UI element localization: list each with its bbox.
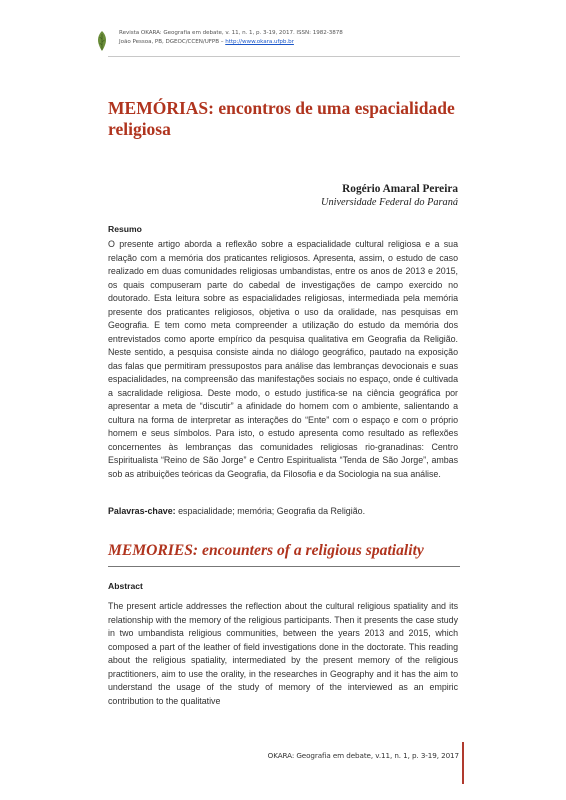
author-affiliation: Universidade Federal do Paraná: [321, 197, 458, 208]
footer-accent-bar: [462, 742, 464, 784]
journal-logo-icon: [95, 30, 109, 52]
resumo-text: O presente artigo aborda a reflexão sobre a espacialidade cultural religiosa e a sua relação com a memória dos praticantes religiosos. Apresenta, assim, o estudo de caso realizado em duas comunidades religiosas umbandistas, entre os anos de 2013 e 2015, os quais compuseram parte do cabedal de investigações de campo exercido no doutorado. Esta leitura sobre as espacialidades religiosas, intermediada pela memória presente dos praticantes religiosos, objetiva o uso da oralidade, nas pesquisas em Geografia. E tem como meta compreender a utilização do estudo da memória dos entrevistados como aporte empírico da pesquisa qualitativa em Geografia da Religião. Neste sentido, a pesquisa consiste ainda no diálogo geográfico, pautado na exposição das falas que permitiram pressupostos para análise das lembranças devocionais e suas espacialidades, na compreensão das manifestações sociais no espaço, onde é cultivada a sacralidade religiosa. Deste modo, o estudo justifica-se na ciência geográfica por apresentar a meta de “discutir” a afinidade do homem com o ambiente, salientando a cultura na forma de interpretar as interações do “Ente” com o espaço e com o próprio homem e seus símbolos. Para isto, o estudo apresenta como resultado as reflexões concernentes às lembranças das comunidades religiosas rio-granadinas: Centro Espiritualista “Reino de São Jorge” e Centro Espiritualista “Tenda de São Jorge”, ambas sob as atribuições teóricas da Geografia, da Filosofia e da Sociologia na sua análise.: [108, 239, 458, 479]
author-block: [321, 182, 458, 210]
keywords-value: espacialidade; memória; Geografia da Religião.: [175, 506, 366, 516]
article-title-pt: MEMÓRIAS: encontros de uma espacialidade religiosa: [108, 98, 455, 139]
title-en-divider: [108, 566, 460, 567]
journal-header: [119, 29, 343, 47]
abstract-heading: Abstract: [108, 581, 143, 591]
abstract-text: The present article addresses the reflection about the cultural religious spatiality and its relationship with the memory of the religious participants. Then it presents the case study in two umbandista religious communities, between the years 2013 and 2015, which composed a part of the leather of field investigations done in the doctorate. This reading about the religious spatiality, intermediated by the present memory of the religious practitioners, aim to use the orality, in the researches in Geography and it has the aim to understand the usage of the study of memory of the interviewed as an empiric contribution to the qualitative: [108, 601, 458, 706]
header-location: [119, 38, 343, 47]
header-divider: [108, 56, 460, 57]
header-publisher: João Pessoa, PB, DGEOC/CCEN/UFPB –: [119, 39, 226, 45]
keywords-line: [108, 505, 458, 518]
header-citation: Revista OKARA: Geografia em debate, v. 11, n. 1, p. 3-19, 2017. ISSN: 1982-3878: [119, 30, 343, 36]
journal-url-link[interactable]: http://www.okara.ufpb.br: [225, 39, 294, 45]
author-name: Rogério Amaral Pereira: [342, 183, 458, 195]
article-title-en: MEMORIES: encounters of a religious spatiality: [108, 542, 424, 559]
page-footer: OKARA: Geografia em debate, v.11, n. 1, p. 3-19, 2017: [267, 751, 459, 760]
resumo-heading: Resumo: [108, 224, 142, 234]
keywords-label: Palavras-chave:: [108, 506, 176, 516]
